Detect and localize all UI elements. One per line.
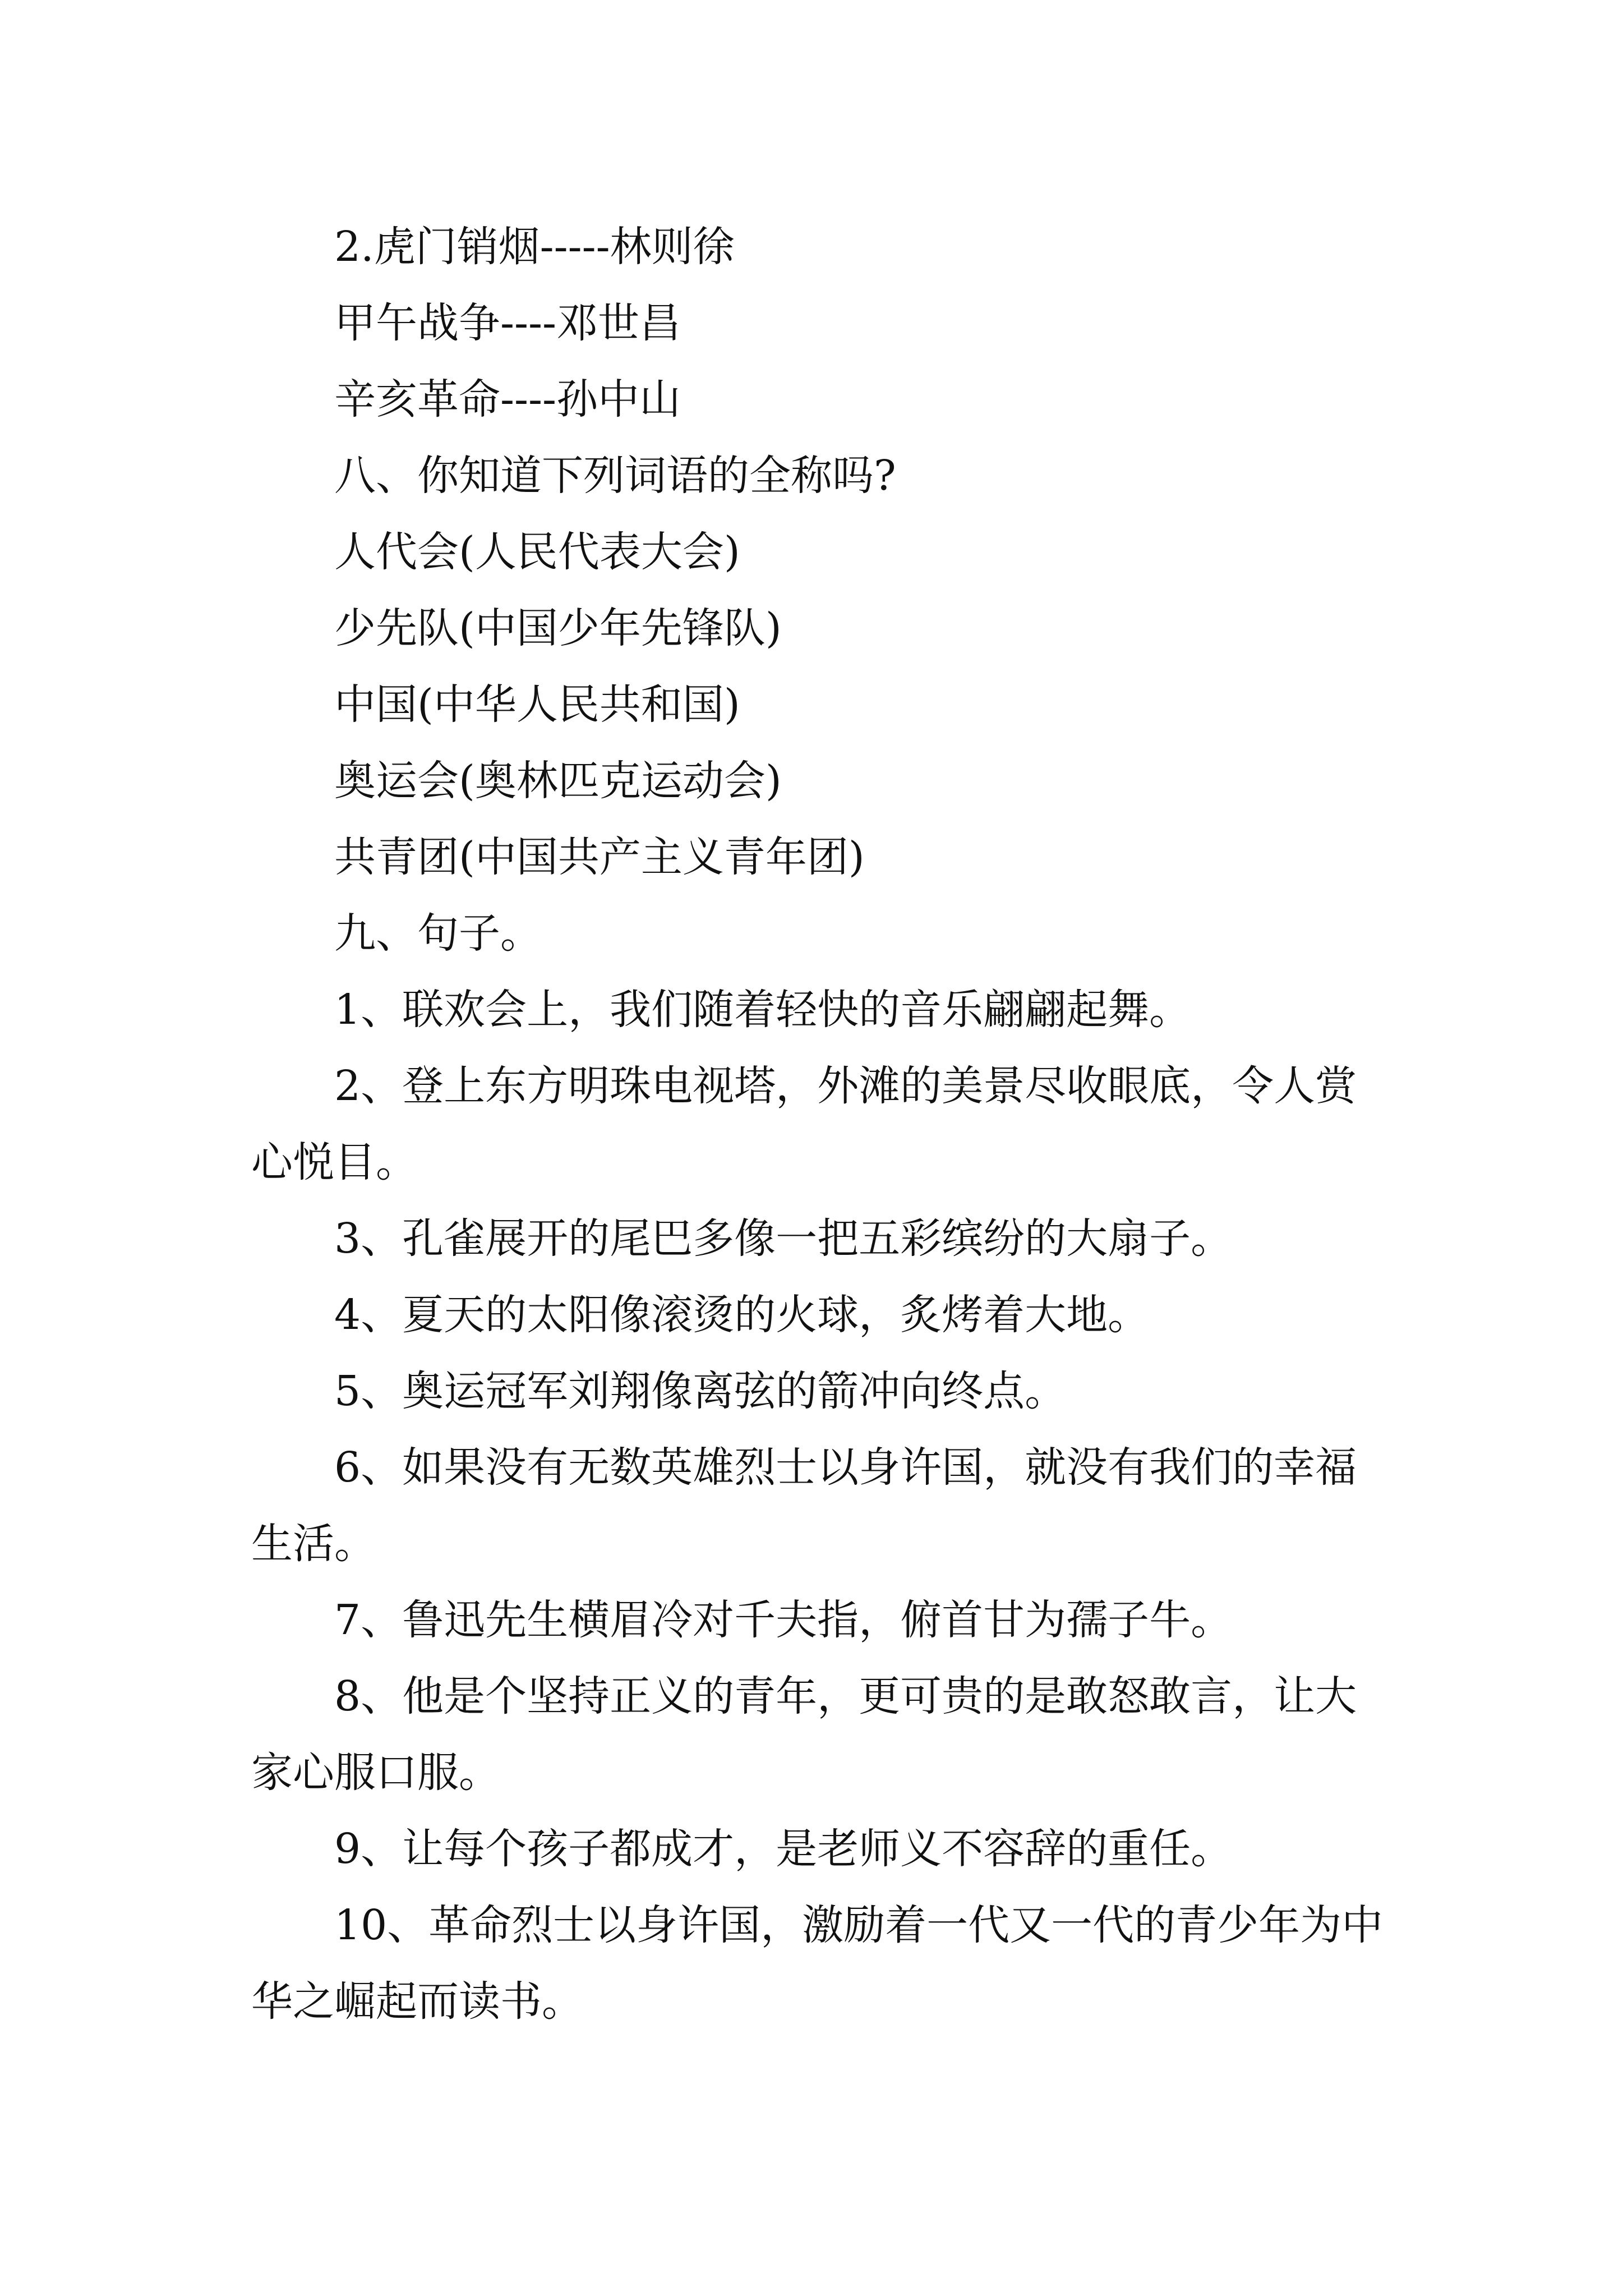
- term-shaoxiandui: 少先队(中国少年先锋队): [334, 604, 782, 652]
- sentence-8: 8、他是个坚持正义的青年，更可贵的是敢怒敢言，让大家心服口服。: [251, 1672, 1357, 1797]
- sentence-1: 1、联欢会上，我们随着轻快的音乐翩翩起舞。: [334, 986, 1191, 1034]
- document-body: [251, 209, 1389, 2040]
- sentence-9: 9、让每个孩子都成才，是老师义不容辞的重任。: [334, 1825, 1233, 1873]
- answer-line-xinhai: 辛亥革命----孙中山: [334, 375, 681, 424]
- section-heading-9: 九、句子。: [334, 909, 542, 958]
- term-renda: 人代会(人民代表大会): [334, 528, 740, 576]
- sentence-2: 2、登上东方明珠电视塔，外滩的美景尽收眼底，令人赏心悦目。: [251, 1062, 1357, 1186]
- term-zhongguo: 中国(中华人民共和国): [334, 680, 740, 729]
- term-gongqingtuan: 共青团(中国共产主义青年团): [334, 833, 865, 881]
- sentence-6: 6、如果没有无数英雄烈士以身许国，就没有我们的幸福生活。: [251, 1443, 1357, 1568]
- term-aoyunhui: 奥运会(奥林匹克运动会): [334, 757, 782, 805]
- sentence-4: 4、夏天的太阳像滚烫的火球，炙烤着大地。: [334, 1291, 1150, 1339]
- sentence-7: 7、鲁迅先生横眉冷对千夫指，俯首甘为孺子牛。: [334, 1596, 1233, 1644]
- sentence-5: 5、奥运冠军刘翔像离弦的箭冲向终点。: [334, 1367, 1067, 1415]
- sentence-10: 10、革命烈士以身许国，激励着一代又一代的青少年为中华之崛起而读书。: [251, 1901, 1384, 2026]
- answer-line-humen: 2.虎门销烟-----林则徐: [334, 223, 735, 271]
- section-heading-8: 八、你知道下列词语的全称吗?: [334, 452, 896, 500]
- sentence-3: 3、孔雀展开的尾巴多像一把五彩缤纷的大扇子。: [334, 1214, 1233, 1263]
- answer-line-jiawu: 甲午战争----邓世昌: [334, 299, 681, 347]
